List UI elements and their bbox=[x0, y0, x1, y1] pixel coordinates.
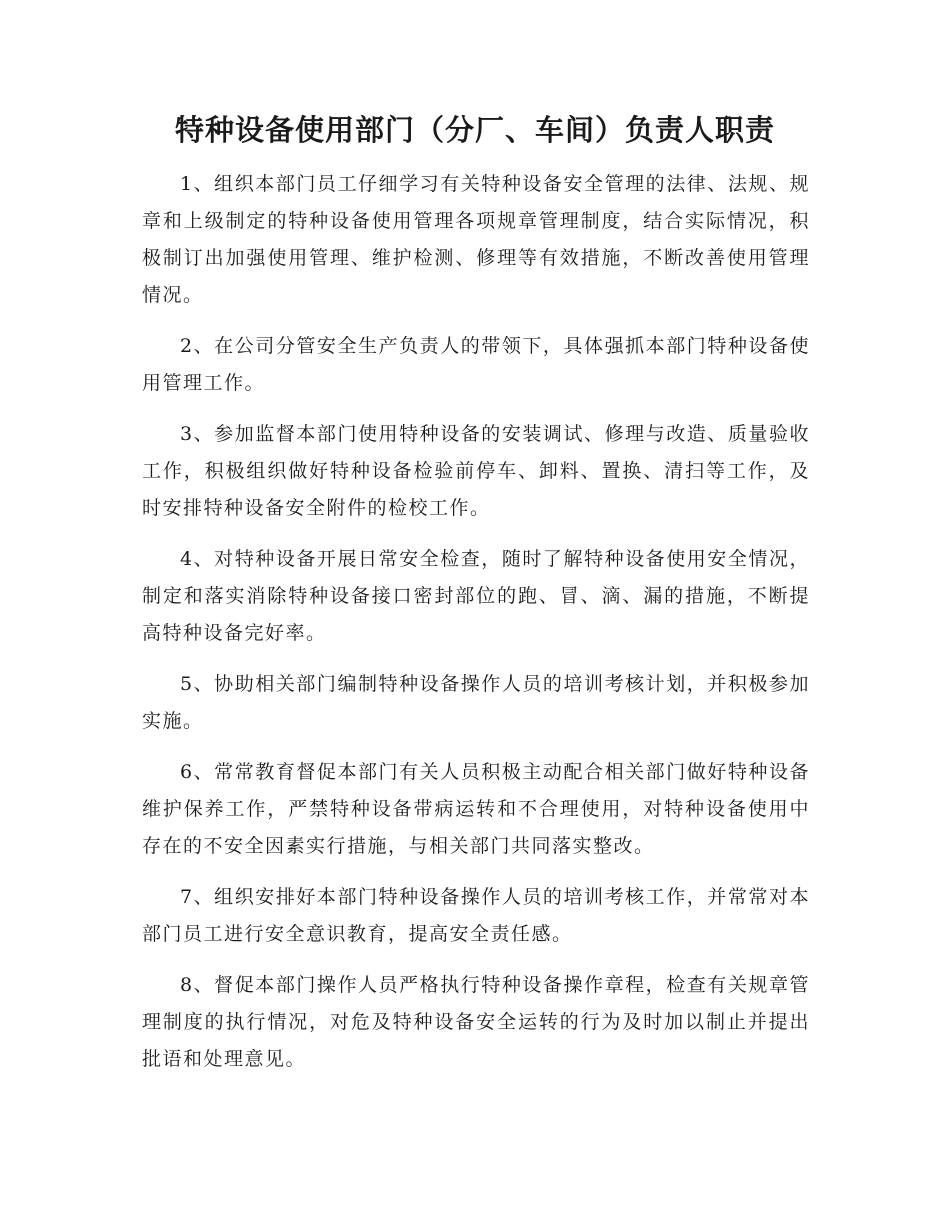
paragraph-3: 3、参加监督本部门使用特种设备的安装调试、修理与改造、质量验收工作，积极组织做好特种设备检验前停车、卸料、置换、清扫等工作，及时安排特种设备安全附件的检校工作。 bbox=[142, 423, 810, 519]
paragraph-2: 2、在公司分管安全生产负责人的带领下，具体强抓本部门特种设备使用管理工作。 bbox=[142, 335, 810, 394]
paragraph-7: 7、组织安排好本部门特种设备操作人员的培训考核工作，并常常对本部门员工进行安全意识教育，提高安全责任感。 bbox=[142, 886, 810, 945]
paragraph-4: 4、对特种设备开展日常安全检查，随时了解特种设备使用安全情况，制定和落实消除特种设备接口密封部位的跑、冒、滴、漏的措施，不断提高特种设备完好率。 bbox=[142, 548, 810, 644]
paragraph-6: 6、常常教育督促本部门有关人员积极主动配合相关部门做好特种设备维护保养工作，严禁特种设备带病运转和不合理使用，对特种设备使用中存在的不安全因素实行措施，与相关部门共同落实整改。 bbox=[142, 761, 810, 857]
paragraph-1: 1、组织本部门员工仔细学习有关特种设备安全管理的法律、法规、规章和上级制定的特种设备使用管理各项规章管理制度，结合实际情况，积极制订出加强使用管理、维护检测、修理等有效措施，不断改善使用管理情况。 bbox=[142, 173, 810, 306]
document-body bbox=[142, 166, 810, 1092]
document-title: 特种设备使用部门（分厂、车间）负责人职责 bbox=[174, 113, 775, 147]
paragraph-5: 5、协助相关部门编制特种设备操作人员的培训考核计划，并积极参加实施。 bbox=[142, 673, 810, 732]
paragraph-8: 8、督促本部门操作人员严格执行特种设备操作章程，检查有关规章管理制度的执行情况，对危及特种设备安全运转的行为及时加以制止并提出批语和处理意见。 bbox=[142, 974, 810, 1070]
